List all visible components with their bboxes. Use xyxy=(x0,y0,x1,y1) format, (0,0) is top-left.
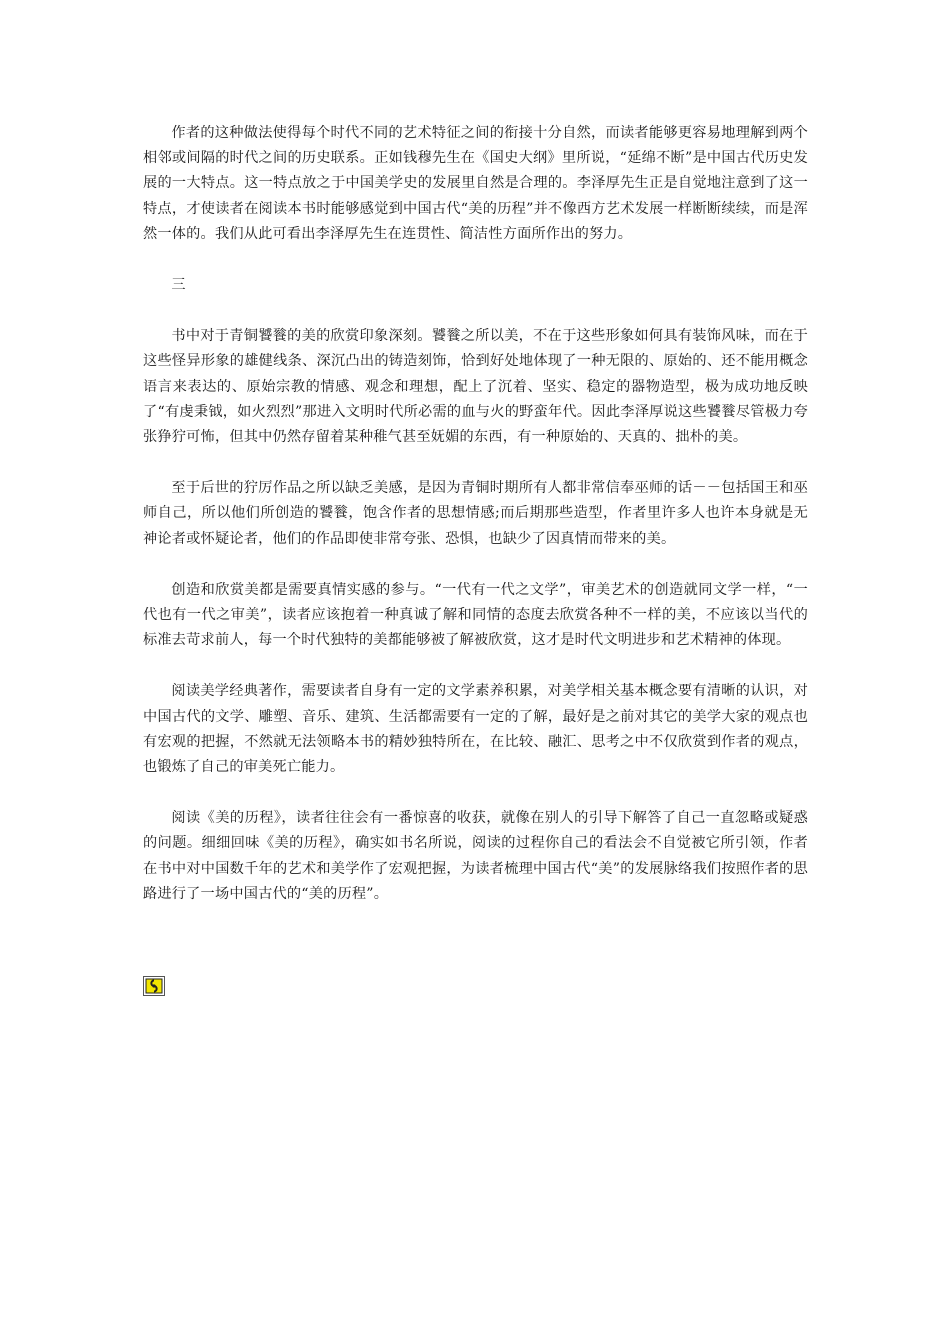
paragraph-reading-journey: 阅读《美的历程》，读者往往会有一番惊喜的收获，就像在别人的引导下解答了自己一直忽略或疑惑的问题。细细回味《美的历程》，确实如书名所说，阅读的过程你自己的看法会不自觉被它所引领，作者在书中对中国数千年的艺术和美学作了宏观把握，为读者梳理中国古代“美”的发展脉络我们按照作者的思路进行了一场中国古代的“美的历程”。 xyxy=(143,810,808,902)
paragraph-reading-classics: 阅读美学经典著作，需要读者自身有一定的文学素养积累，对美学相关基本概念要有清晰的认识，对中国古代的文学、雕塑、音乐、建筑、生活都需要有一定的了解，最好是之前对其它的美学大家的观点也有宏观的把握，不然就无法领略本书的精妙独特所在，在比较、融汇、思考之中不仅欣赏到作者的观点，也锻炼了自己的审美死亡能力。 xyxy=(143,683,808,776)
paragraph-later-works: 至于后世的狞厉作品之所以缺乏美感，是因为青铜时期所有人都非常信奉巫师的话－－包括国王和巫师自己，所以他们所创造的饕餮，饱含作者的思想情感;而后期那些造型，作者里许多人也许本身就是无神论者或怀疑论者，他们的作品即使非常夸张、恐惧，也缺少了因真情而带来的美。 xyxy=(143,480,808,547)
section-heading-three: 三 xyxy=(171,277,186,294)
paragraph-continuity: 作者的这种做法使得每个时代不同的艺术特征之间的衔接十分自然，而读者能够更容易地理解到两个相邻或间隔的时代之间的历史联系。正如钱穆先生在《国史大纲》里所说，“延绵不断”是中国古代历史发展的一大特点。这一特点放之于中国美学史的发展里自然是合理的。李泽厚先生正是自觉地注意到了这一特点，才使读者在阅读本书时能够感觉到中国古代“美的历程”并不像西方艺术发展一样断断续续，而是浑然一体的。我们从此可看出李泽厚先生在连贯性、简洁性方面所作出的努力。 xyxy=(143,125,808,242)
embedded-object-icon[interactable] xyxy=(143,976,165,996)
embedded-object-glyph xyxy=(144,977,164,995)
paragraph-taotie-beauty: 书中对于青铜饕餮的美的欣赏印象深刻。饕餮之所以美，不在于这些形象如何具有装饰风味，而在于这些怪异形象的雄健线条、深沉凸出的铸造刻饰，恰到好处地体现了一种无限的、原始的、还不能用概念语言来表达的、原始宗教的情感、观念和理想，配上了沉着、坚实、稳定的器物造型，极为成功地反映了“有虔秉钺，如火烈烈”那进入文明时代所必需的血与火的野蛮年代。因此李泽厚说这些饕餮尽管极力夸张狰狞可怖，但其中仍然存留着某种稚气甚至妩媚的东西，有一种原始的、天真的、拙朴的美。 xyxy=(143,328,808,446)
document-body xyxy=(143,121,808,933)
paragraph-creation-appreciation: 创造和欣赏美都是需要真情实感的参与。“一代有一代之文学”，审美艺术的创造就同文学一样，“一代也有一代之审美”，读者应该抱着一种真诚了解和同情的态度去欣赏各种不一样的美，不应该以当代的标准去苛求前人，每一个时代独特的美都能够被了解被欣赏，这才是时代文明进步和艺术精神的体现。 xyxy=(143,581,808,649)
